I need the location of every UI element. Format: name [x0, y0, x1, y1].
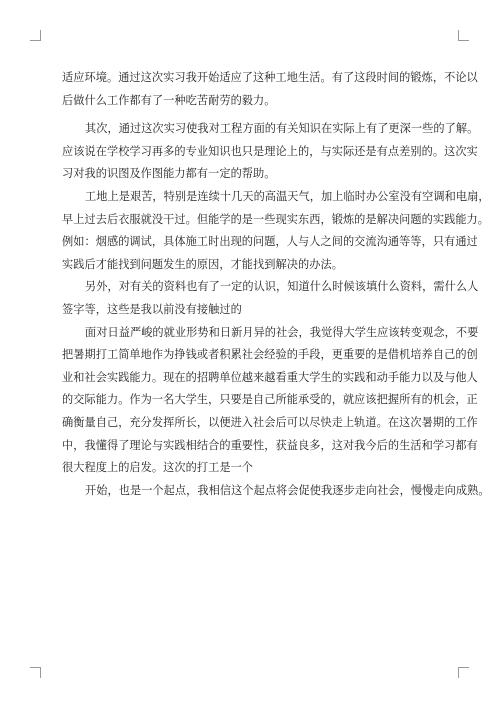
text-line: 开始，也是一个起点，我相信这个起点将会促使我逐步走向社会，慢慢走向成熟。: [85, 483, 490, 497]
text-line: 其次，通过这次实习使我对工程方面的有关知识在实际上有了更深一些的了解。: [85, 122, 479, 136]
text-line: 很大程度上的启发。这次的打工是一个: [62, 461, 254, 475]
crop-mark-top-left: [30, 30, 41, 41]
text-line: 后做什么工作都有了一种吃苦耐劳的毅力。: [62, 93, 276, 107]
text-line: 业和社会实践能力。现在的招聘单位越来越看重大学生的实践和动手能力以及与他人: [62, 370, 478, 384]
text-line: 确衡量自己，充分发挥所长，以便进入社会后可以尽快走上轨道。在这次暑期的工作: [62, 415, 478, 429]
text-line: 中，我懂得了理论与实践相结合的重要性，获益良多，这对我今后的生活和学习都有: [62, 438, 478, 452]
text-line: 面对日益严峻的就业形势和日新月异的社会，我觉得大学生应该转变观念，不要: [85, 325, 479, 339]
text-line: 签字等，这些是我以前没有接触过的: [62, 302, 242, 316]
text-line: 例如：烟感的调试，具体施工时出现的问题，人与人之间的交流沟通等等，只有通过: [62, 235, 478, 249]
document-body: [62, 67, 490, 502]
text-line: 早上过去后衣服就没干过。但能学的是一些现实东西，锻炼的是解决问题的实践能力。: [62, 212, 490, 226]
text-line: 的交际能力。作为一名大学生，只要是自己所能承受的，就应该把握所有的机会，正: [62, 393, 478, 407]
crop-mark-top-right: [458, 30, 469, 41]
text-line: 把暑期打工简单地作为挣钱或者积累社会经验的手段，更重要的是借机培养自己的创: [62, 348, 478, 362]
text-line: 适应环境。通过这次实习我开始适应了这种工地生活。有了这段时间的锻炼，不论以: [62, 71, 478, 84]
text-line: 习对我的识图及作图能力都有一定的帮助。: [62, 167, 276, 181]
crop-mark-bottom-left: [30, 667, 41, 678]
text-line: 工地上是艰苦，特别是连续十几天的高温天气，加上临时办公室没有空调和电扇，: [85, 189, 490, 203]
text-line: 实践后才能找到问题发生的原因，才能找到解决的办法。: [62, 257, 343, 271]
text-line: 另外，对有关的资料也有了一定的认识，知道什么时候该填什么资料，需什么人: [85, 280, 479, 294]
text-line: 应该说在学校学习再多的专业知识也只是理论上的，与实际还是有点差别的。这次实: [62, 144, 478, 158]
crop-mark-bottom-right: [458, 667, 469, 678]
